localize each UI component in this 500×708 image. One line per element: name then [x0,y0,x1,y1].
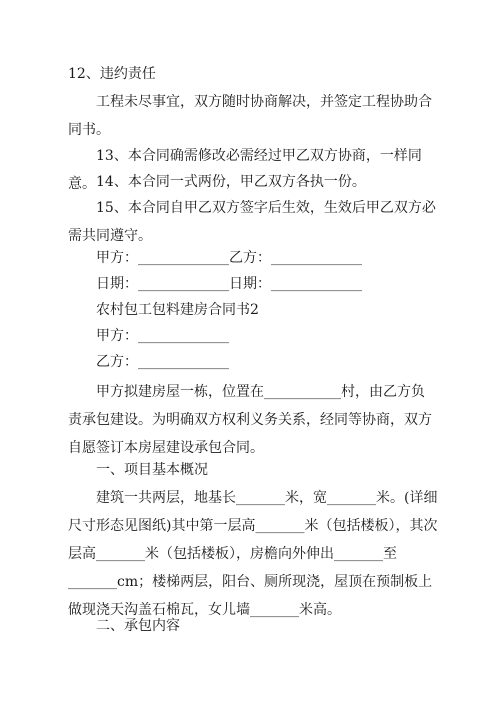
clause-15: 15、本合同自甲乙双方签字后生效，生效后甲乙双方必需共同遵守。 [68,200,436,244]
paragraph-intro: 甲方拟建房屋一栋，位置在___________村，由乙方负责承包建设。为明确双方权利义务关系，经同等协商，双方自愿签订本房屋建设承包合同。 [68,384,432,456]
signature-line-dates: 日期：_____________日期：_____________ [96,276,362,292]
party-a-field: 甲方：_____________ [96,328,229,344]
paragraph-unfinished-matters: 工程未尽事宜，双方随时协商解决，并签定工程协助合同书。 [68,94,432,138]
clause-13: 13、本合同确需修改必需经过甲乙双方协商，一样同意。 [68,148,422,192]
section-12-heading: 12、违约责任 [68,66,156,82]
contract-title: 农村包工包料建房合同书2 [96,302,259,318]
party-b-field: 乙方：_____________ [96,354,229,370]
section-2-heading: 二、承包内容 [96,618,180,634]
section-1-heading: 一、项目基本概况 [96,462,208,478]
paragraph-project-overview: 建筑一共两层，地基长_______米，宽_______米。(详细尺寸形态见图纸)其中第一层高_______米（包括楼板），其次层高_______米（包括楼板），房檐向外伸出_______至_______cm；楼梯两层，阳台、厕所现浇，屋顶在预制板上做现浇天沟盖石棉瓦，女儿墙_______米高。 [68,490,438,618]
signature-line-parties: 甲方：_____________乙方：_____________ [96,250,362,266]
clause-14: 14、本合同一式两份，甲乙双方各执一份。 [96,174,366,190]
